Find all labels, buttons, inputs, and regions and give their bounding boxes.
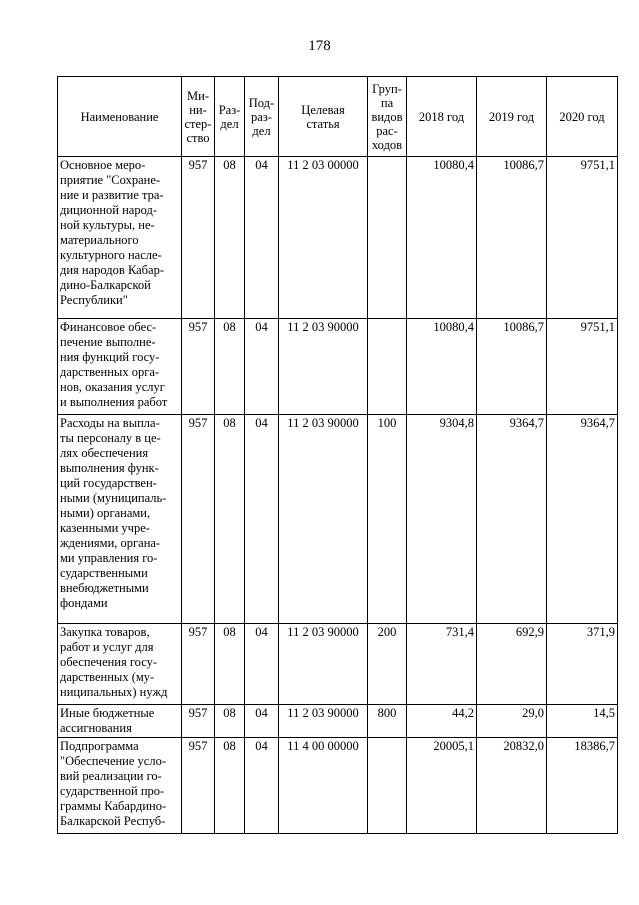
cell-section: 08 xyxy=(215,157,245,319)
cell-target: 11 2 03 90000 xyxy=(279,705,368,738)
cell-section: 08 xyxy=(215,319,245,415)
cell-2019: 20832,0 xyxy=(477,738,547,834)
budget-table xyxy=(57,76,618,834)
cell-2018: 20005,1 xyxy=(407,738,477,834)
table-row xyxy=(58,415,618,624)
cell-name xyxy=(58,738,182,834)
header-2018-text: 2018 год xyxy=(418,109,465,124)
cell-target: 11 2 03 90000 xyxy=(279,624,368,705)
cell-target: 11 2 03 00000 xyxy=(279,157,368,319)
cell-name-text: Финансовое обес- печение выполне- ния функций госу- дарственных орга- нов, оказания услуг и выполнения работ xyxy=(60,320,168,409)
cell-ministry: 957 xyxy=(182,157,215,319)
cell-section: 08 xyxy=(215,738,245,834)
header-expense-group-text: Груп- па видов рас- ходов xyxy=(371,81,403,152)
cell-expense-group: 200 xyxy=(368,624,407,705)
cell-subsection: 04 xyxy=(245,624,279,705)
header-subsection xyxy=(245,77,279,157)
cell-name xyxy=(58,705,182,738)
table-row xyxy=(58,624,618,705)
cell-name xyxy=(58,624,182,705)
header-2020-text: 2020 год xyxy=(559,109,605,124)
page-number: 178 xyxy=(308,38,331,54)
cell-2018: 44,2 xyxy=(407,705,477,738)
cell-section: 08 xyxy=(215,705,245,738)
cell-2020: 9751,1 xyxy=(547,319,618,415)
cell-subsection: 04 xyxy=(245,157,279,319)
cell-name xyxy=(58,157,182,319)
header-subsection-text: Под- раз- дел xyxy=(248,95,275,138)
header-2019-text: 2019 год xyxy=(488,109,535,124)
cell-name-text: Подпрограмма "Обеспечение усло- вий реализации го- сударственной про- граммы Кабардино- Балкарской Респуб- xyxy=(60,739,167,828)
cell-ministry: 957 xyxy=(182,624,215,705)
header-target-text: Целевая статья xyxy=(301,102,345,131)
cell-2019: 10086,7 xyxy=(477,157,547,319)
cell-name-text: Закупка товаров, работ и услуг для обеспечения госу- дарственных (му- ниципальных) нужд xyxy=(60,625,168,699)
header-name-text: Наименование xyxy=(80,109,159,124)
cell-2018: 9304,8 xyxy=(407,415,477,624)
cell-subsection: 04 xyxy=(245,738,279,834)
cell-2020: 18386,7 xyxy=(547,738,618,834)
header-section-text: Раз- дел xyxy=(218,102,241,131)
cell-ministry: 957 xyxy=(182,738,215,834)
cell-2020: 9364,7 xyxy=(547,415,618,624)
cell-2019: 10086,7 xyxy=(477,319,547,415)
cell-ministry: 957 xyxy=(182,705,215,738)
header-2019 xyxy=(477,77,547,157)
cell-ministry: 957 xyxy=(182,415,215,624)
cell-target: 11 2 03 90000 xyxy=(279,319,368,415)
cell-2018: 10080,4 xyxy=(407,157,477,319)
header-ministry xyxy=(182,77,215,157)
cell-section: 08 xyxy=(215,624,245,705)
header-ministry-text: Ми- ни- стер- ство xyxy=(184,88,212,145)
cell-expense-group xyxy=(368,319,407,415)
cell-ministry: 957 xyxy=(182,319,215,415)
table-row xyxy=(58,738,618,834)
cell-2020: 14,5 xyxy=(547,705,618,738)
cell-expense-group xyxy=(368,738,407,834)
header-target xyxy=(279,77,368,157)
cell-subsection: 04 xyxy=(245,415,279,624)
table-header-row xyxy=(58,77,618,157)
cell-target: 11 4 00 00000 xyxy=(279,738,368,834)
cell-expense-group xyxy=(368,157,407,319)
table-row xyxy=(58,157,618,319)
cell-target: 11 2 03 90000 xyxy=(279,415,368,624)
cell-expense-group: 800 xyxy=(368,705,407,738)
table-row xyxy=(58,705,618,738)
cell-2020: 371,9 xyxy=(547,624,618,705)
cell-2020: 9751,1 xyxy=(547,157,618,319)
cell-name xyxy=(58,415,182,624)
cell-2019: 9364,7 xyxy=(477,415,547,624)
header-name xyxy=(58,77,182,157)
cell-subsection: 04 xyxy=(245,705,279,738)
header-section xyxy=(215,77,245,157)
header-expense-group xyxy=(368,77,407,157)
header-2018 xyxy=(407,77,477,157)
header-2020 xyxy=(547,77,618,157)
cell-name xyxy=(58,319,182,415)
cell-2019: 692,9 xyxy=(477,624,547,705)
cell-2019: 29,0 xyxy=(477,705,547,738)
cell-expense-group: 100 xyxy=(368,415,407,624)
cell-section: 08 xyxy=(215,415,245,624)
cell-2018: 10080,4 xyxy=(407,319,477,415)
cell-subsection: 04 xyxy=(245,319,279,415)
cell-name-text: Основное меро- приятие "Сохране- ние и развитие тра- диционной народ- ной культуры, не- материального культурного насле- дия народов Кабар- дино-Балкарской Республики" xyxy=(60,158,164,307)
cell-name-text: Иные бюджетные ассигнования xyxy=(60,706,155,735)
table-row xyxy=(58,319,618,415)
cell-name-text: Расходы на выпла- ты персоналу в це- лях обеспечения выполнения функ- ций государствен- ными (муниципаль- ными) органами, казенными учре- ждениями, органа- ми управления го- сударственными внебюджетными фондами xyxy=(60,416,167,610)
cell-2018: 731,4 xyxy=(407,624,477,705)
